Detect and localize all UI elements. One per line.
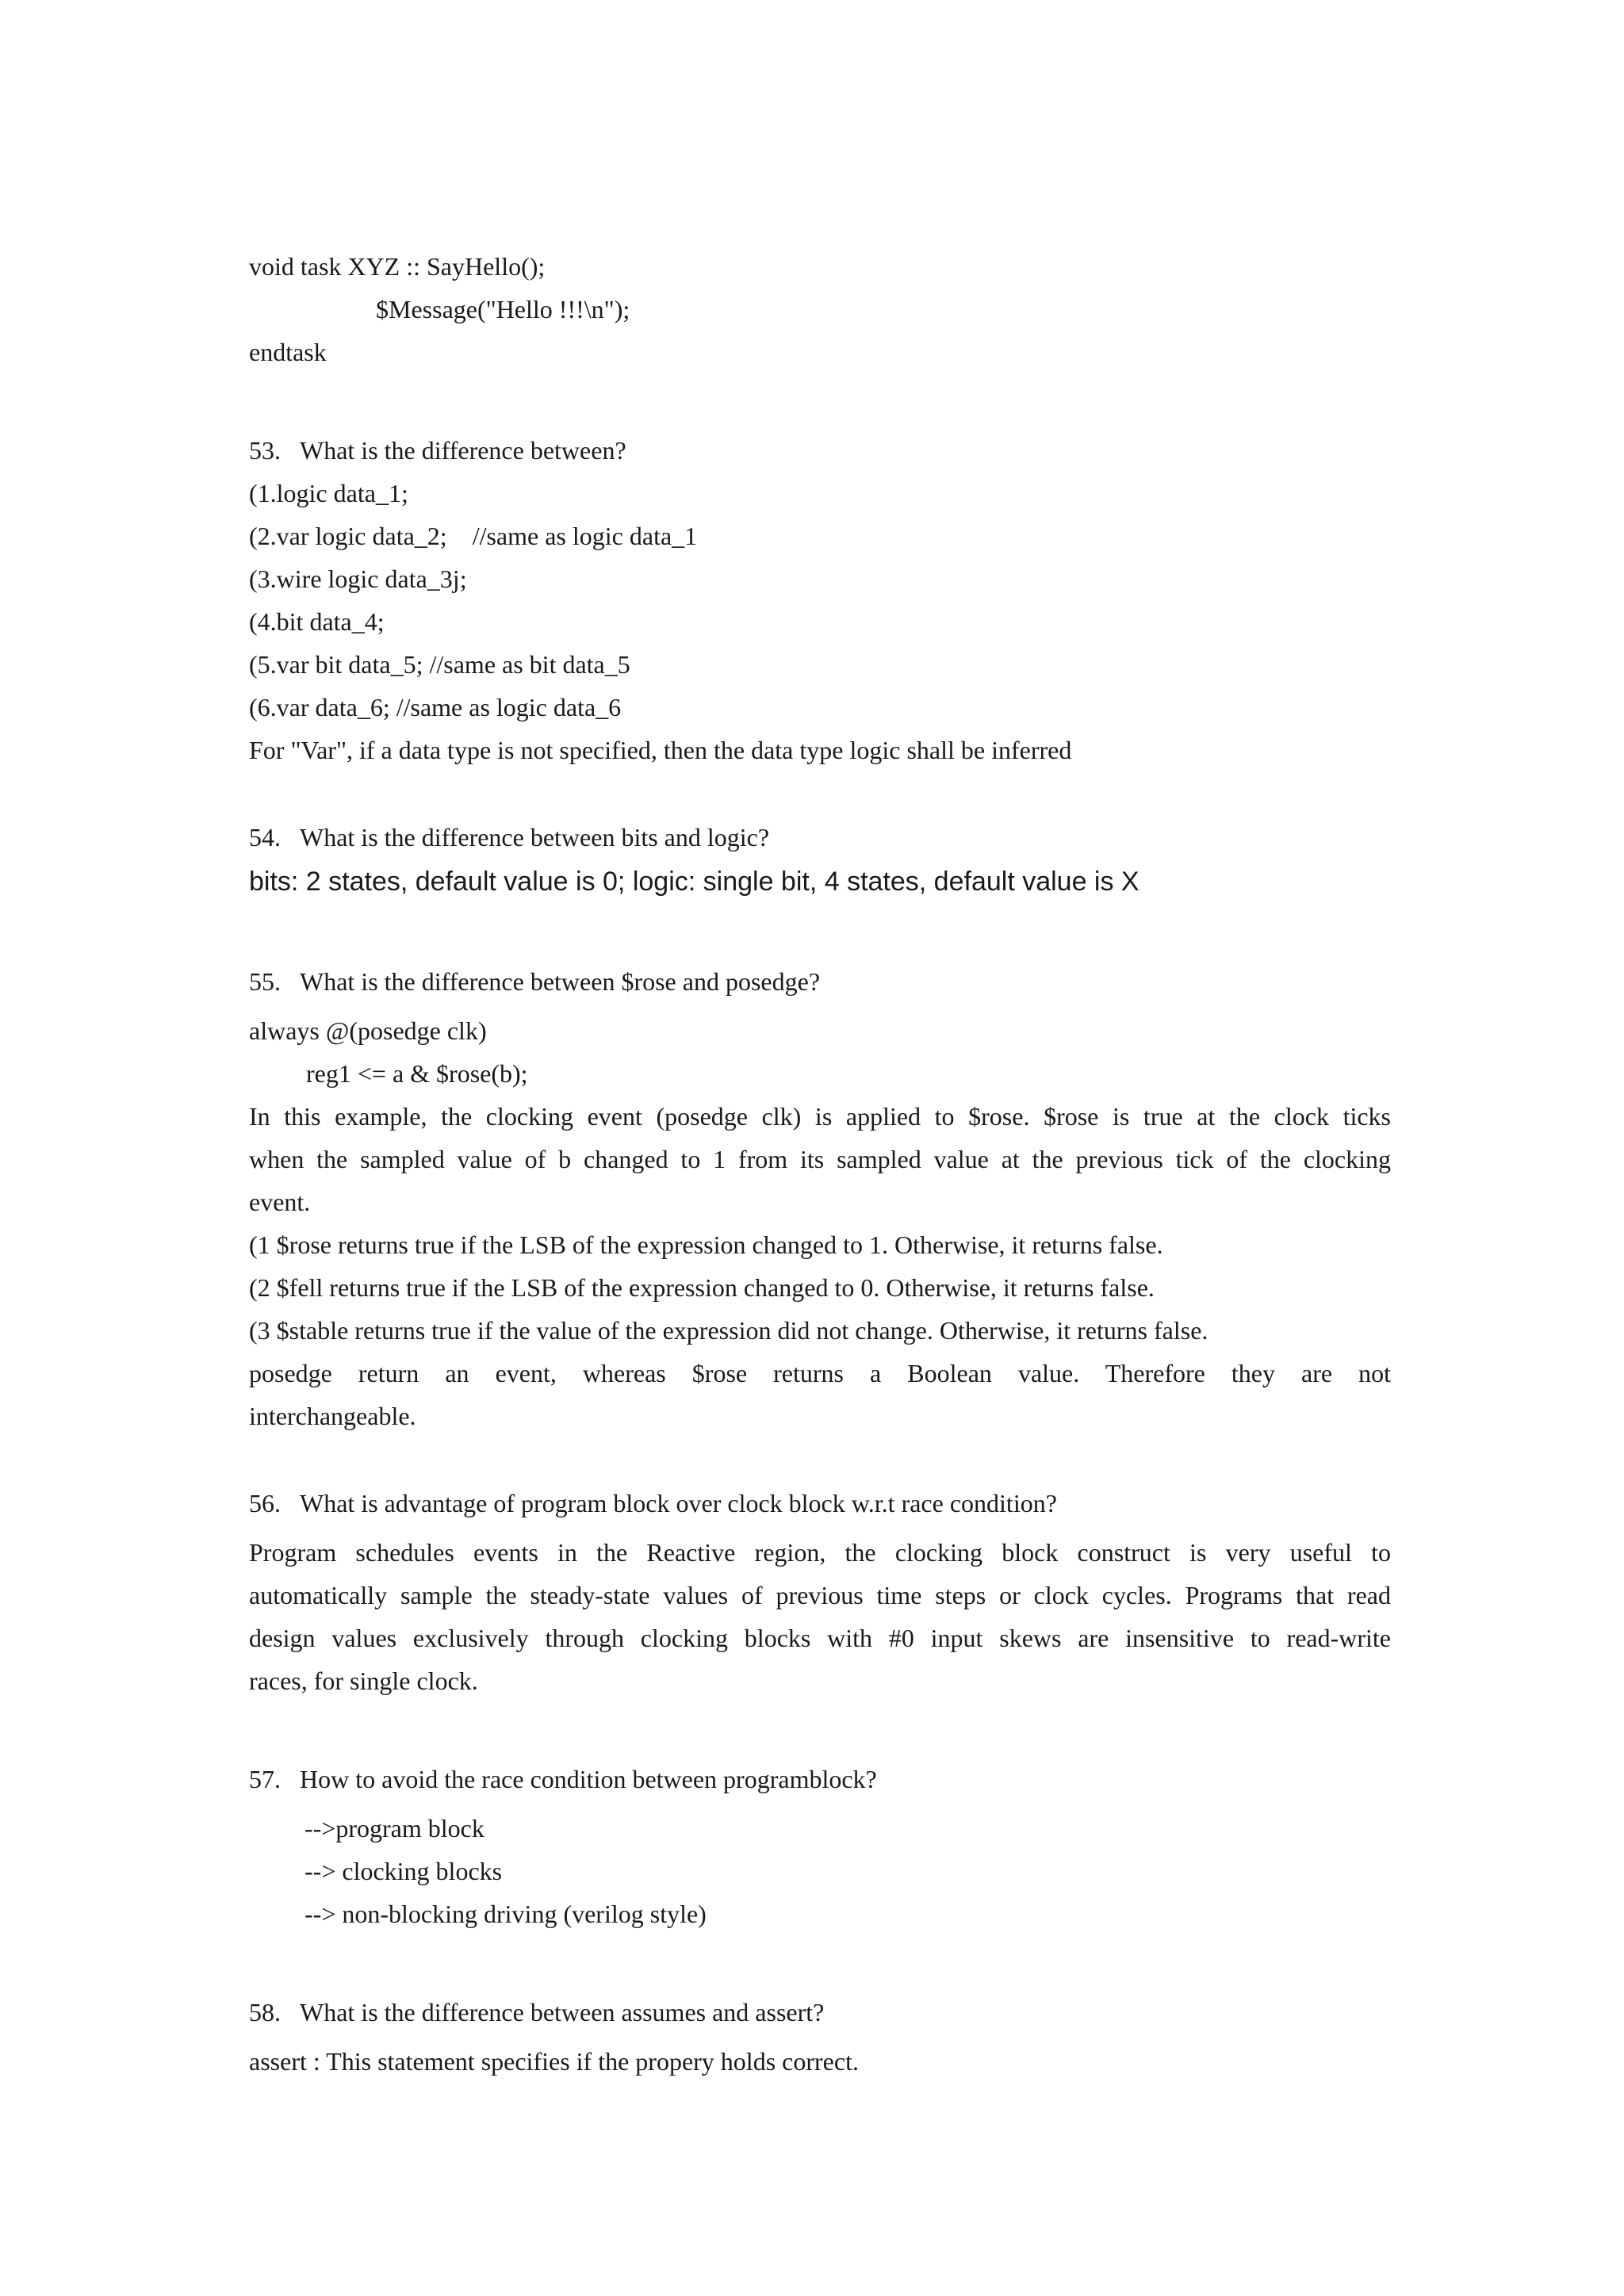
- question-number: 53.: [249, 436, 281, 465]
- question-text: What is the difference between $rose and posedge?: [300, 967, 821, 996]
- paragraph-line: In this example, the clocking event (posedge clk) is applied to $rose. $rose is true at the clock ticks: [249, 1102, 1391, 1131]
- list-item: (4.bit data_4;: [249, 607, 385, 636]
- code-line: $Message("Hello !!!\n");: [376, 295, 630, 323]
- question-56: [249, 1482, 1391, 1525]
- question-53: [249, 429, 1391, 472]
- code-line: reg1 <= a & $rose(b);: [306, 1059, 528, 1088]
- list-item: (6.var data_6; //same as logic data_6: [249, 693, 622, 721]
- code-line: endtask: [249, 338, 327, 366]
- code-line: void task XYZ :: SayHello();: [249, 252, 546, 281]
- list-item: (2 $fell returns true if the LSB of the expression changed to 0. Otherwise, it returns false.: [249, 1273, 1155, 1302]
- question-58: [249, 1991, 1391, 2034]
- list-item: --> clocking blocks: [304, 1857, 503, 1885]
- note-text: For "Var", if a data type is not specified, then the data type logic shall be inferred: [249, 736, 1072, 764]
- question-text: How to avoid the race condition between programblock?: [300, 1765, 877, 1793]
- list-item: (5.var bit data_5; //same as bit data_5: [249, 650, 630, 679]
- list-item: --> non-blocking driving (verilog style): [304, 1900, 707, 1928]
- answer-text: bits: 2 states, default value is 0; logic: single bit, 4 states, default value is X: [249, 867, 1139, 897]
- answer-text: assert : This statement specifies if the propery holds correct.: [249, 2047, 859, 2076]
- paragraph-line: interchangeable.: [249, 1402, 416, 1430]
- list-item: (1 $rose returns true if the LSB of the expression changed to 1. Otherwise, it returns false.: [249, 1230, 1163, 1259]
- question-number: 54.: [249, 823, 281, 851]
- list-item: (1.logic data_1;: [249, 479, 408, 507]
- list-item: (3.wire logic data_3j;: [249, 564, 467, 593]
- list-item: (2.var logic data_2; //same as logic data_1: [249, 522, 698, 550]
- question-55: [249, 960, 1391, 1003]
- question-number: 57.: [249, 1765, 281, 1793]
- list-item: -->program block: [304, 1814, 485, 1843]
- paragraph-line: posedge return an event, whereas $rose returns a Boolean value. Therefore they are not: [249, 1359, 1391, 1387]
- paragraph-line: races, for single clock.: [249, 1667, 478, 1695]
- question-54: [249, 816, 1391, 859]
- question-text: What is the difference between bits and logic?: [300, 823, 770, 851]
- question-text: What is the difference between assumes and assert?: [300, 1998, 825, 2026]
- list-item: (3 $stable returns true if the value of the expression did not change. Otherwise, it returns false.: [249, 1316, 1208, 1345]
- page-content: [249, 245, 1391, 2083]
- code-line: always @(posedge clk): [249, 1016, 487, 1045]
- paragraph-line: design values exclusively through clocking blocks with #0 input skews are insensitive to read-write: [249, 1624, 1391, 1652]
- paragraph-line: Program schedules events in the Reactive region, the clocking block construct is very useful to: [249, 1538, 1391, 1567]
- question-number: 56.: [249, 1489, 281, 1517]
- question-number: 58.: [249, 1998, 281, 2026]
- paragraph-line: automatically sample the steady-state values of previous time steps or clock cycles. Programs that read: [249, 1581, 1391, 1609]
- paragraph-line: when the sampled value of b changed to 1 from its sampled value at the previous tick of the clocking: [249, 1145, 1391, 1173]
- question-text: What is the difference between?: [300, 436, 626, 465]
- question-number: 55.: [249, 967, 281, 996]
- paragraph-line: event.: [249, 1188, 311, 1216]
- question-57: [249, 1758, 1391, 1800]
- question-text: What is advantage of program block over clock block w.r.t race condition?: [300, 1489, 1057, 1517]
